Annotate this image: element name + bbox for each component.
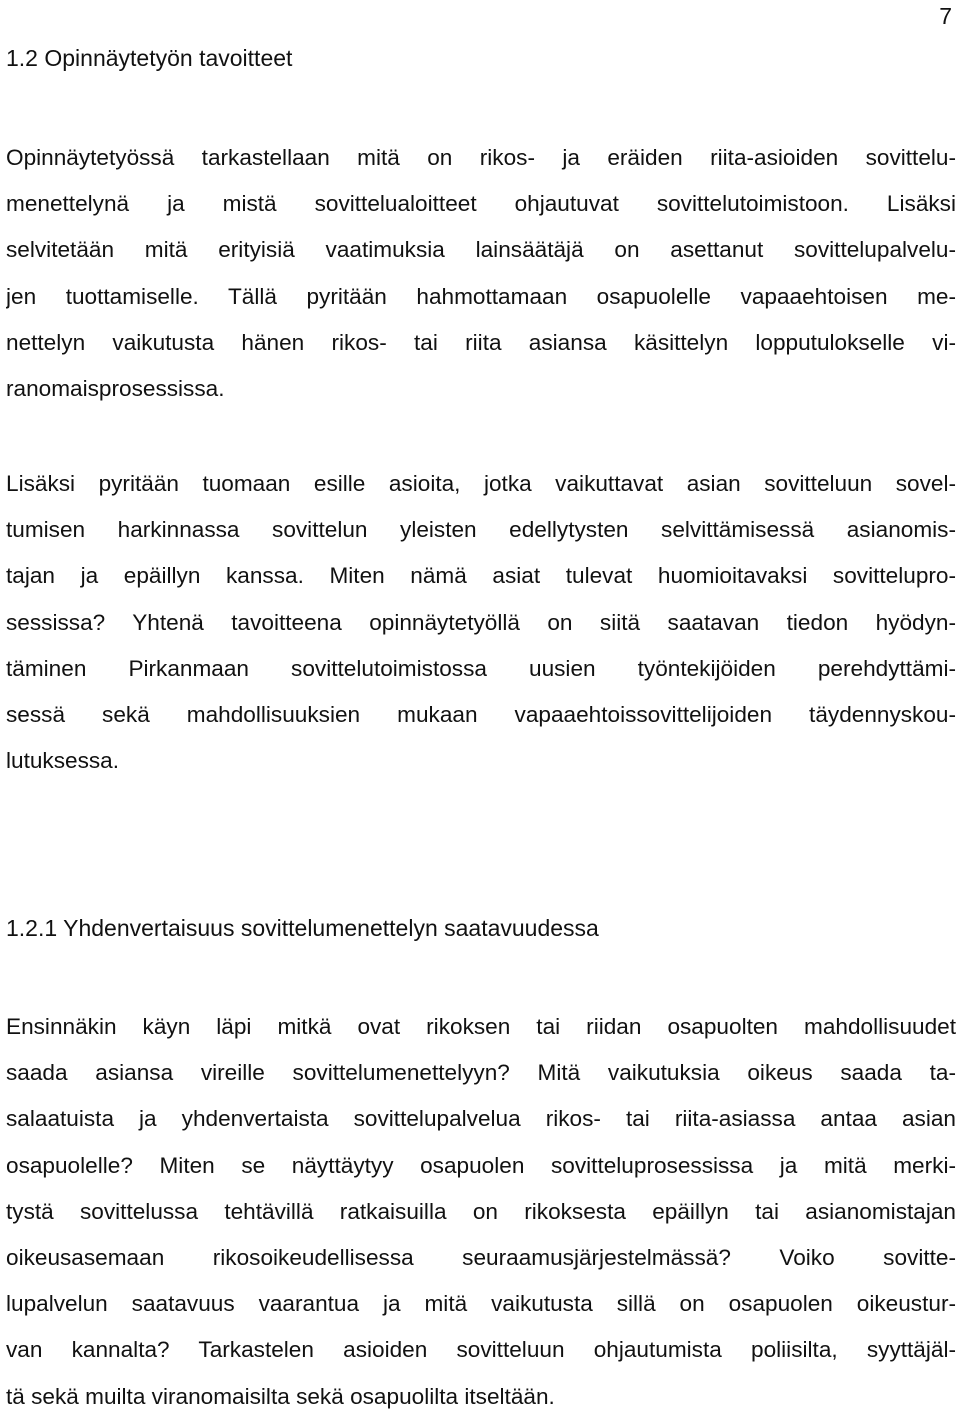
text-line: tajan ja epäillyn kanssa. Miten nämä asiat tulevat huomioitavaksi sovittelupro- bbox=[6, 563, 956, 589]
text-line: lupalvelun saatavuus vaarantua ja mitä vaikutusta sillä on osapuolen oikeustur- bbox=[6, 1291, 956, 1317]
text-line: menettelynä ja mistä sovittelualoitteet ohjautuvat sovittelutoimistoon. Lisäksi bbox=[6, 191, 956, 217]
text-line: lutuksessa. bbox=[6, 748, 120, 774]
text-line: selvitetään mitä erityisiä vaatimuksia lainsäätäjä on asettanut sovittelupalvelu- bbox=[6, 237, 956, 263]
text-line: nettelyn vaikutusta hänen rikos- tai riita asiansa käsittelyn lopputulokselle vi- bbox=[6, 329, 956, 355]
text-line: Opinnäytetyössä tarkastellaan mitä on rikos- ja eräiden riita-asioiden sovittelu- bbox=[6, 145, 956, 170]
text-line: osapuolelle? Miten se näyttäytyy osapuolen sovitteluprosessissa ja mitä merki- bbox=[6, 1152, 956, 1178]
text-line: salaatuista ja yhdenvertaista sovittelupalvelua rikos- tai riita-asiassa antaa asian bbox=[6, 1106, 956, 1132]
text-line: van kannalta? Tarkastelen asioiden sovitteluun ohjautumista poliisilta, syyttäjäl- bbox=[6, 1337, 956, 1363]
section-heading: 1.2 Opinnäytetyön tavoitteet bbox=[6, 45, 293, 71]
paragraph-equality bbox=[6, 1004, 956, 1420]
text-line: Ensinnäkin käyn läpi mitkä ovat rikoksen tai riidan osapuolten mahdollisuudet bbox=[6, 1014, 956, 1039]
text-line: ranomaisprosessissa. bbox=[6, 376, 225, 402]
text-line: tystä sovittelussa tehtävillä ratkaisuilla on rikoksesta epäillyn tai asianomistajan bbox=[6, 1198, 956, 1224]
paragraph-further-objectives bbox=[6, 461, 956, 784]
subsection-heading: 1.2.1 Yhdenvertaisuus sovittelumenettelyn saatavuudessa bbox=[6, 915, 599, 941]
text-line: tä sekä muilta viranomaisilta sekä osapuolilta itseltään. bbox=[6, 1383, 555, 1409]
text-line: täminen Pirkanmaan sovittelutoimistossa uusien työntekijöiden perehdyttämi- bbox=[6, 655, 956, 681]
text-line: oikeusasemaan rikosoikeudellisessa seuraamusjärjestelmässä? Voiko sovitte- bbox=[6, 1245, 956, 1271]
paragraph-objectives bbox=[6, 135, 956, 412]
text-line: sessissa? Yhtenä tavoitteena opinnäytetyöllä on siitä saatavan tiedon hyödyn- bbox=[6, 609, 956, 635]
page-number: 7 bbox=[939, 3, 952, 29]
text-line: tumisen harkinnassa sovittelun yleisten edellytysten selvittämisessä asianomis- bbox=[6, 517, 956, 543]
text-line: jen tuottamiselle. Tällä pyritään hahmottamaan osapuolelle vapaaehtoisen me- bbox=[6, 283, 956, 309]
text-line: sessä sekä mahdollisuuksien mukaan vapaaehtoissovittelijoiden täydennyskou- bbox=[6, 702, 956, 728]
text-line: Lisäksi pyritään tuomaan esille asioita, jotka vaikuttavat asian sovitteluun sovel- bbox=[6, 471, 956, 496]
text-line: saada asiansa vireille sovittelumenettelyyn? Mitä vaikutuksia oikeus saada ta- bbox=[6, 1060, 956, 1086]
